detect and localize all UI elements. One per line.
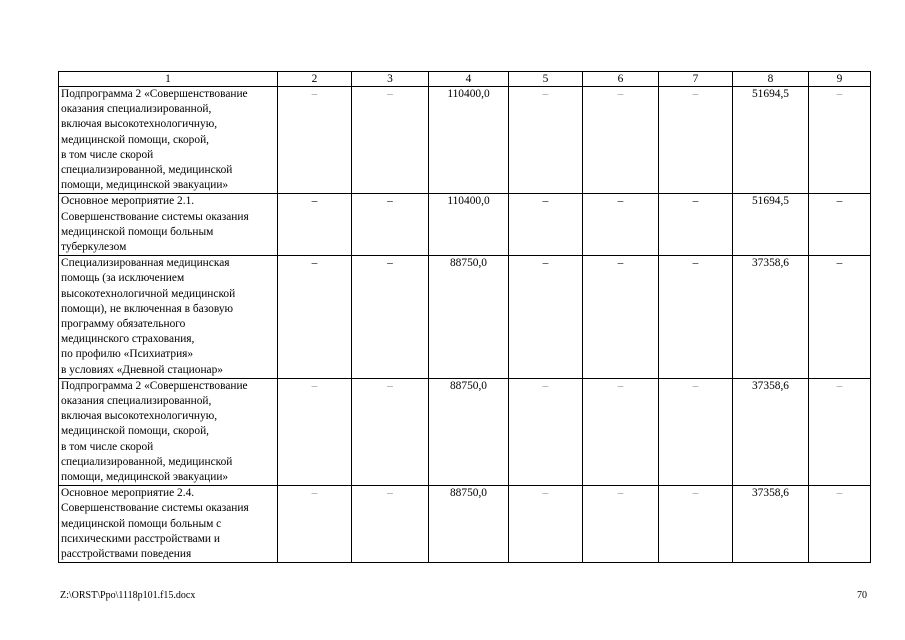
value-cell: 37358,6 (733, 486, 809, 563)
empty-value-cell: – (583, 378, 659, 485)
table-row (59, 378, 871, 485)
empty-value-cell: – (809, 194, 871, 256)
value-cell: 110400,0 (429, 194, 509, 256)
empty-value-cell: – (809, 378, 871, 485)
row-name-cell: Основное мероприятие 2.4. Совершенствование системы оказания медицинской помощи больным с психическими расстройствами и расстройствами поведения (59, 486, 278, 563)
value-cell: 51694,5 (733, 194, 809, 256)
table-header-row (59, 72, 871, 87)
empty-value-cell: – (509, 194, 583, 256)
budget-table (58, 71, 871, 563)
header-col-3: 3 (352, 72, 429, 87)
empty-value-cell: – (352, 378, 429, 485)
table-body (59, 87, 871, 563)
value-cell: 37358,6 (733, 378, 809, 485)
empty-value-cell: – (659, 256, 733, 379)
empty-value-cell: – (278, 486, 352, 563)
table-row (59, 486, 871, 563)
value-cell: 110400,0 (429, 87, 509, 194)
document-path: Z:\ORST\Ppo\1118p101.f15.docx (60, 590, 196, 601)
empty-value-cell: – (352, 486, 429, 563)
empty-value-cell: – (278, 194, 352, 256)
header-col-1: 1 (59, 72, 278, 87)
row-name-cell: Специализированная медицинская помощь (за исключением высокотехнологичной медицинской помощи), не включенная в базовую программу обязательного медицинского страхования, по профилю «Психиатрия» в условиях «Дневной стационар» (59, 256, 278, 379)
empty-value-cell: – (278, 378, 352, 485)
empty-value-cell: – (809, 486, 871, 563)
empty-value-cell: – (659, 378, 733, 485)
row-name-cell: Основное мероприятие 2.1. Совершенствование системы оказания медицинской помощи больным туберкулезом (59, 194, 278, 256)
empty-value-cell: – (809, 256, 871, 379)
value-cell: 88750,0 (429, 486, 509, 563)
empty-value-cell: – (509, 87, 583, 194)
empty-value-cell: – (659, 486, 733, 563)
value-cell: 51694,5 (733, 87, 809, 194)
empty-value-cell: – (352, 87, 429, 194)
empty-value-cell: – (583, 194, 659, 256)
empty-value-cell: – (509, 378, 583, 485)
empty-value-cell: – (659, 87, 733, 194)
empty-value-cell: – (509, 256, 583, 379)
value-cell: 88750,0 (429, 256, 509, 379)
table-row (59, 87, 871, 194)
empty-value-cell: – (583, 256, 659, 379)
table-row (59, 194, 871, 256)
value-cell: 88750,0 (429, 378, 509, 485)
empty-value-cell: – (583, 486, 659, 563)
header-col-5: 5 (509, 72, 583, 87)
page-number: 70 (857, 590, 867, 601)
empty-value-cell: – (278, 256, 352, 379)
empty-value-cell: – (352, 194, 429, 256)
empty-value-cell: – (659, 194, 733, 256)
empty-value-cell: – (352, 256, 429, 379)
empty-value-cell: – (278, 87, 352, 194)
header-col-4: 4 (429, 72, 509, 87)
empty-value-cell: – (809, 87, 871, 194)
header-col-6: 6 (583, 72, 659, 87)
empty-value-cell: – (509, 486, 583, 563)
header-col-2: 2 (278, 72, 352, 87)
header-col-7: 7 (659, 72, 733, 87)
header-col-9: 9 (809, 72, 871, 87)
header-col-8: 8 (733, 72, 809, 87)
row-name-cell: Подпрограмма 2 «Совершенствование оказания специализированной, включая высокотехнологичную, медицинской помощи, скорой, в том числе скорой специализированной, медицинской помощи, медицинской эвакуации» (59, 378, 278, 485)
value-cell: 37358,6 (733, 256, 809, 379)
empty-value-cell: – (583, 87, 659, 194)
row-name-cell: Подпрограмма 2 «Совершенствование оказания специализированной, включая высокотехнологичную, медицинской помощи, скорой, в том числе скорой специализированной, медицинской помощи, медицинской эвакуации» (59, 87, 278, 194)
table-row (59, 256, 871, 379)
